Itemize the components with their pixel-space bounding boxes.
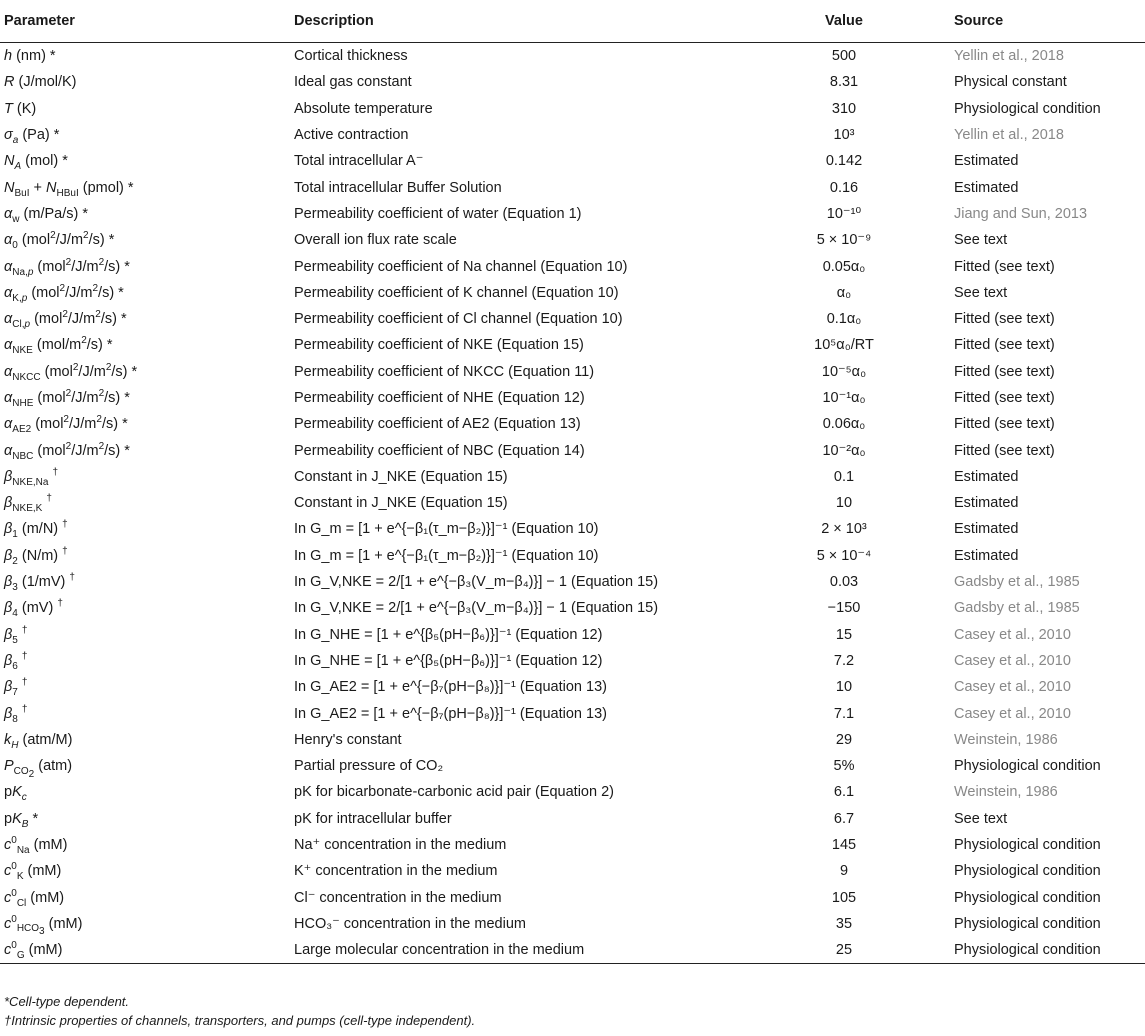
- source-cell: Physiological condition: [954, 889, 1101, 906]
- description-cell: Partial pressure of CO₂: [294, 758, 444, 775]
- description-cell: Permeability coefficient of AE2 (Equation 13): [294, 416, 581, 433]
- value-cell: 10⁻²α₀: [822, 442, 866, 459]
- value-cell: 0.1: [833, 468, 855, 485]
- value-cell: 5%: [833, 758, 855, 775]
- parameter-cell: $\beta_8$ †: [4, 703, 28, 725]
- source-cell: Estimated: [954, 521, 1019, 538]
- value-cell: 10⁻¹α₀: [822, 390, 866, 406]
- parameter-cell: $\beta_7$ †: [4, 677, 28, 699]
- parameter-cell: $\alpha_{NBC}$ $(mol^2/J/m^2/s)$ *: [4, 440, 130, 462]
- parameter-cell: $\sigma_a$ (Pa) *: [4, 127, 60, 146]
- parameter-cell: $\beta_4$ (mV) †: [4, 598, 63, 620]
- description-cell: Total intracellular A⁻: [294, 153, 424, 170]
- table-row: [0, 174, 1145, 200]
- description-cell: Large molecular concentration in the medium: [294, 937, 734, 964]
- table-row: [0, 674, 1145, 700]
- source-link[interactable]: Weinstein, 1986: [954, 784, 1058, 801]
- table-row: [0, 700, 1145, 726]
- description-cell: Permeability coefficient of NHE (Equation 12): [294, 390, 585, 406]
- description-cell: Permeability coefficient of Na channel (Equation 10): [294, 258, 628, 275]
- description-cell: In G_m = [1 + e^{−β₁(τ_m−β₂)}]⁻¹ (Equation 10): [294, 547, 599, 564]
- value-cell: 10⁵α₀/RT: [814, 337, 874, 354]
- table-row: [0, 385, 1145, 411]
- description-cell: In G_NHE = [1 + e^{β₅(pH−β₆)}]⁻¹ (Equation 12): [294, 626, 603, 643]
- value-cell: 10: [835, 679, 853, 696]
- source-cell: Physiological condition: [954, 758, 1101, 775]
- value-cell: 10: [835, 495, 853, 512]
- parameter-cell: $\alpha_{AE2}$ $(mol^2/J/m^2/s)$ *: [4, 414, 128, 436]
- parameter-cell: $\alpha_{NKCC}$ $(mol^2/J/m^2/s)$ *: [4, 361, 138, 383]
- description-cell: Cortical thickness: [294, 48, 408, 65]
- source-link[interactable]: Casey et al., 2010: [954, 705, 1071, 722]
- parameter-cell: $c^0_{HCO_3}$ (mM): [4, 913, 83, 938]
- source-cell: See text: [954, 810, 1008, 827]
- value-cell: 310: [831, 100, 857, 117]
- source-link[interactable]: Casey et al., 2010: [954, 652, 1071, 669]
- value-cell: 5 × 10⁻⁴: [816, 547, 872, 564]
- header-description: Description: [294, 13, 374, 29]
- description-cell: In G_AE2 = [1 + e^{−β₇(pH−β₈)}]⁻¹ (Equation 13): [294, 679, 607, 696]
- source-link[interactable]: Gadsby et al., 1985: [954, 574, 1080, 591]
- footnote-cell-type: *Cell-type dependent.: [4, 994, 130, 1009]
- table-row: [0, 490, 1145, 516]
- source-cell: Fitted (see text): [954, 442, 1055, 459]
- parameter-cell: $\alpha_{Cl,p}$ $(mol^2/J/m^2/s)$ *: [4, 309, 127, 330]
- value-cell: −150: [827, 600, 861, 617]
- value-cell: 2 × 10³: [821, 521, 867, 538]
- table-row: [0, 411, 1145, 437]
- header-source: Source: [954, 13, 1004, 29]
- value-cell: 5 × 10⁻⁹: [816, 232, 872, 249]
- source-cell: Estimated: [954, 468, 1019, 485]
- parameter-cell: $c^0_{Cl}$ (mM): [4, 887, 65, 909]
- parameter-cell: $\beta_5$ †: [4, 624, 28, 646]
- table-row: [0, 96, 1145, 122]
- description-cell: HCO₃⁻ concentration in the medium: [294, 915, 526, 932]
- value-cell: 0.05α₀: [822, 258, 866, 275]
- source-link[interactable]: Yellin et al., 2018: [954, 127, 1064, 144]
- source-cell: Fitted (see text): [954, 258, 1055, 275]
- parameter-cell: $\alpha_{NHE}$ $(mol^2/J/m^2/s)$ *: [4, 388, 130, 409]
- description-cell: Permeability coefficient of NKE (Equation 15): [294, 337, 584, 354]
- value-cell: 10³: [833, 127, 855, 144]
- table-row: [0, 885, 1145, 911]
- table-row: [0, 753, 1145, 779]
- source-cell: Fitted (see text): [954, 311, 1055, 328]
- header-value: Value: [825, 13, 863, 29]
- table-row: [0, 595, 1145, 621]
- description-cell: Overall ion flux rate scale: [294, 232, 457, 249]
- value-cell: 0.06α₀: [822, 416, 866, 433]
- parameter-cell: $\alpha_{K,p}$ $(mol^2/J/m^2/s)$ *: [4, 282, 124, 304]
- description-cell: Constant in J_NKE (Equation 15): [294, 495, 508, 512]
- source-link[interactable]: Weinstein, 1986: [954, 731, 1058, 748]
- table-row: [0, 280, 1145, 306]
- parameter-cell: $N_A$ (mol) *: [4, 153, 68, 173]
- source-cell: Estimated: [954, 153, 1019, 170]
- source-cell: Physiological condition: [954, 837, 1101, 854]
- value-cell: 6.7: [833, 810, 855, 827]
- value-cell: 6.1: [833, 784, 855, 801]
- parameter-cell: h (nm) *: [4, 48, 56, 65]
- parameter-cell: $P_{CO_2}$ (atm): [4, 757, 73, 780]
- table-row: [0, 543, 1145, 569]
- description-cell: Permeability coefficient of NBC (Equation 14): [294, 442, 585, 459]
- source-link[interactable]: Casey et al., 2010: [954, 679, 1071, 696]
- description-cell: Permeability coefficient of K channel (Equation 10): [294, 284, 619, 301]
- table-row: [0, 69, 1145, 95]
- source-cell: Estimated: [954, 547, 1019, 564]
- source-link[interactable]: Gadsby et al., 1985: [954, 600, 1080, 617]
- parameter-cell: $c^0_K$ (mM): [4, 861, 62, 883]
- source-cell: Physiological condition: [954, 100, 1101, 117]
- value-cell: 9: [839, 863, 849, 880]
- description-cell: Constant in J_NKE (Equation 15): [294, 468, 508, 485]
- table-row: [0, 201, 1145, 227]
- description-cell: In G_V,NKE = 2/[1 + e^{−β₃(V_m−β₄)}] − 1 (Equation 15): [294, 574, 659, 591]
- source-cell: Physiological condition: [954, 937, 1145, 964]
- source-cell: Physical constant: [954, 74, 1067, 91]
- value-cell: 10⁻⁵α₀: [821, 363, 867, 380]
- value-cell: 10⁻¹⁰: [826, 205, 862, 222]
- description-cell: Permeability coefficient of NKCC (Equation 11): [294, 363, 595, 380]
- parameter-cell: $\beta_{NKE,Na}$ †: [4, 467, 59, 488]
- table-row: [0, 779, 1145, 805]
- value-cell: 0.1α₀: [826, 311, 862, 328]
- value-cell: 7.1: [833, 705, 855, 722]
- description-cell: pK for bicarbonate-carbonic acid pair (Equation 2): [294, 784, 614, 801]
- source-link[interactable]: Yellin et al., 2018: [954, 48, 1064, 65]
- source-cell: Physiological condition: [954, 863, 1101, 880]
- table-row: [0, 858, 1145, 884]
- value-cell: 500: [831, 48, 857, 65]
- source-cell: See text: [954, 284, 1008, 301]
- table-row: [0, 464, 1145, 490]
- source-cell: Estimated: [954, 179, 1019, 196]
- description-cell: Henry's constant: [294, 731, 402, 748]
- value-cell: 0.16: [829, 179, 859, 196]
- description-cell: In G_NHE = [1 + e^{β₅(pH−β₆)}]⁻¹ (Equation 12): [294, 652, 603, 669]
- table-row: [0, 253, 1145, 279]
- source-cell: Physiological condition: [954, 915, 1101, 932]
- table-row: [0, 437, 1145, 463]
- table-row: [0, 569, 1145, 595]
- source-link[interactable]: Jiang and Sun, 2013: [954, 205, 1088, 222]
- parameter-cell: $\beta_1$ (m/N) †: [4, 519, 68, 541]
- table-row: [0, 727, 1145, 753]
- table-row: [0, 148, 1145, 174]
- source-cell: See text: [954, 232, 1008, 249]
- parameter-cell: $\beta_2$ (N/m) †: [4, 545, 68, 567]
- table-row: [0, 122, 1145, 148]
- parameter-cell: $\alpha_{NKE}$ $(mol/m^2/s)$ *: [4, 335, 113, 357]
- table-row: [0, 648, 1145, 674]
- footnote-intrinsic: †Intrinsic properties of channels, transporters, and pumps (cell-type independent).: [4, 1013, 476, 1028]
- value-cell: 35: [835, 915, 853, 932]
- value-cell: 25: [734, 937, 954, 964]
- description-cell: Permeability coefficient of water (Equation 1): [294, 205, 582, 222]
- value-cell: 7.2: [833, 652, 855, 669]
- source-link[interactable]: Casey et al., 2010: [954, 626, 1071, 643]
- table-row: [0, 806, 1145, 832]
- value-cell: 0.03: [829, 574, 859, 591]
- description-cell: In G_m = [1 + e^{−β₁(τ_m−β₂)}]⁻¹ (Equation 10): [294, 521, 599, 538]
- value-cell: 15: [835, 626, 853, 643]
- table-row: [0, 359, 1145, 385]
- parameter-cell: $pK_B$ *: [4, 810, 39, 830]
- table-footnotes: [4, 992, 475, 1030]
- description-cell: K⁺ concentration in the medium: [294, 863, 498, 880]
- table-row: [0, 832, 1145, 858]
- value-cell: 29: [835, 731, 853, 748]
- description-cell: In G_V,NKE = 2/[1 + e^{−β₃(V_m−β₄)}] − 1 (Equation 15): [294, 600, 659, 617]
- table-row: [0, 937, 1145, 964]
- table-row: [0, 332, 1145, 358]
- parameter-cell: $\alpha_{Na,p}$ $(mol^2/J/m^2/s)$ *: [4, 256, 130, 278]
- header-parameter: Parameter: [4, 13, 75, 29]
- value-cell: α₀: [836, 284, 852, 301]
- description-cell: Ideal gas constant: [294, 74, 412, 91]
- table-row: [0, 43, 1145, 70]
- parameter-cell: $\alpha_w$ (m/Pa/s) *: [4, 205, 88, 225]
- parameter-cell: $\beta_3$ (1/mV) †: [4, 572, 75, 593]
- value-cell: 0.142: [825, 153, 863, 170]
- parameter-cell: $c^0_{Na}$ (mM): [4, 835, 68, 856]
- parameter-cell: $k_H$ (atm/M): [4, 731, 73, 751]
- description-cell: Permeability coefficient of Cl channel (Equation 10): [294, 311, 623, 328]
- description-cell: Na⁺ concentration in the medium: [294, 837, 507, 854]
- parameter-cell: $pK_c$: [4, 784, 27, 804]
- table-row: [0, 911, 1145, 937]
- parameter-cell: T (K): [4, 100, 37, 117]
- description-cell: pK for intracellular buffer: [294, 810, 452, 827]
- source-cell: Fitted (see text): [954, 416, 1055, 433]
- parameter-cell: R (J/mol/K): [4, 74, 77, 91]
- source-cell: Fitted (see text): [954, 390, 1055, 406]
- table-row: [0, 306, 1145, 332]
- parameter-cell: $c^0_G$ (mM): [0, 937, 294, 964]
- parameter-cell: $N_{BuI} + N_{HBuI}$ (pmol) *: [4, 179, 134, 199]
- source-cell: Estimated: [954, 495, 1019, 512]
- table-header-row: [0, 0, 1145, 43]
- parameter-cell: $\beta_{NKE,K}$ †: [4, 493, 52, 515]
- table-row: [0, 622, 1145, 648]
- source-cell: Fitted (see text): [954, 337, 1055, 354]
- value-cell: 8.31: [829, 74, 859, 91]
- description-cell: Absolute temperature: [294, 100, 433, 117]
- parameter-cell: $\alpha_0$ $(mol^2/J/m^2/s)$ *: [4, 230, 115, 252]
- value-cell: 145: [831, 837, 857, 854]
- source-cell: Fitted (see text): [954, 363, 1055, 380]
- value-cell: 105: [831, 889, 857, 906]
- parameter-cell: $\beta_6$ †: [4, 651, 28, 672]
- description-cell: Cl⁻ concentration in the medium: [294, 889, 502, 906]
- description-cell: Active contraction: [294, 127, 409, 144]
- table-row: [0, 227, 1145, 253]
- description-cell: Total intracellular Buffer Solution: [294, 179, 502, 196]
- description-cell: In G_AE2 = [1 + e^{−β₇(pH−β₈)}]⁻¹ (Equation 13): [294, 705, 607, 722]
- table-row: [0, 516, 1145, 542]
